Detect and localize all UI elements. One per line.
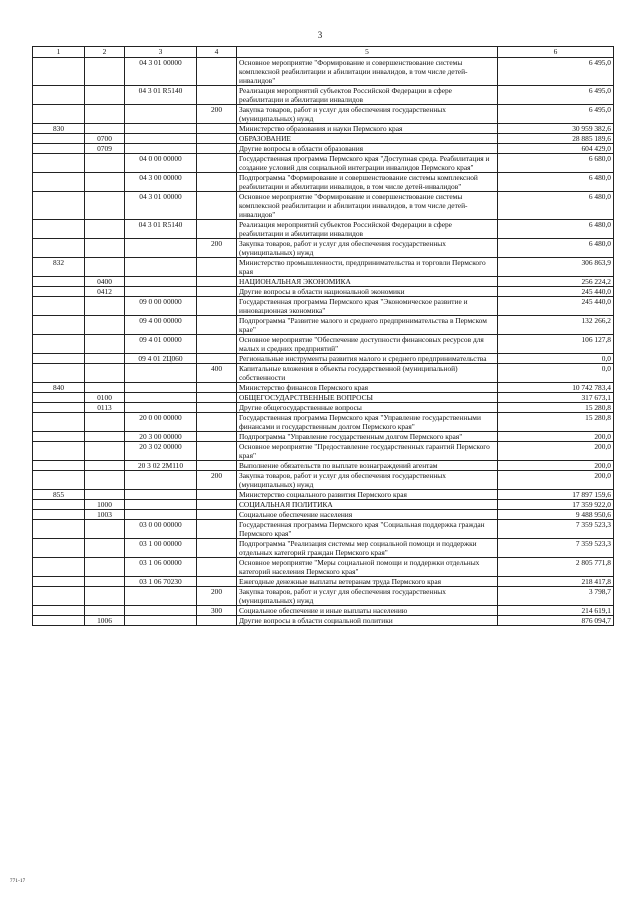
table-row [33, 58, 614, 86]
target-article-cell [125, 587, 197, 606]
table-row [33, 220, 614, 239]
section-code-cell [85, 58, 125, 86]
table-row [33, 510, 614, 520]
section-code-cell: 0412 [85, 287, 125, 297]
ministry-code-cell [33, 239, 85, 258]
expense-type-cell: 200 [197, 105, 237, 124]
ministry-code-cell [33, 520, 85, 539]
amount-cell: 28 885 189,6 [498, 134, 614, 144]
amount-cell: 218 417,8 [498, 577, 614, 587]
table-row [33, 616, 614, 626]
description-cell: Подпрограмма "Формирование и совершенствование системы комплексной реабилитации и абилитации инвалидов, в том числе детей-инвалидов" [237, 173, 498, 192]
target-article-cell: 03 1 06 00000 [125, 558, 197, 577]
ministry-code-cell [33, 192, 85, 220]
expense-type-cell [197, 510, 237, 520]
column-header: 2 [85, 47, 125, 58]
amount-cell: 17 359 922,0 [498, 500, 614, 510]
expense-type-cell [197, 442, 237, 461]
ministry-code-cell [33, 277, 85, 287]
section-code-cell [85, 539, 125, 558]
table-row [33, 86, 614, 105]
ministry-code-cell [33, 403, 85, 413]
ministry-code-cell [33, 606, 85, 616]
target-article-cell: 04 3 01 00000 [125, 58, 197, 86]
amount-cell: 30 959 382,6 [498, 124, 614, 134]
section-code-cell: 1003 [85, 510, 125, 520]
section-code-cell: 0700 [85, 134, 125, 144]
amount-cell: 6 480,0 [498, 173, 614, 192]
description-cell: Социальное обеспечение населения [237, 510, 498, 520]
table-header-row [33, 47, 614, 58]
ministry-code-cell [33, 287, 85, 297]
description-cell: Закупка товаров, работ и услуг для обеспечения государственных (муниципальных) нужд [237, 105, 498, 124]
target-article-cell [125, 144, 197, 154]
table-row [33, 277, 614, 287]
table-row [33, 335, 614, 354]
amount-cell: 15 280,8 [498, 413, 614, 432]
section-code-cell: 0400 [85, 277, 125, 287]
expense-type-cell [197, 297, 237, 316]
table-row [33, 316, 614, 335]
section-code-cell [85, 239, 125, 258]
amount-cell: 9 488 950,6 [498, 510, 614, 520]
ministry-code-cell [33, 364, 85, 383]
expense-type-cell [197, 490, 237, 500]
description-cell: Реализация мероприятий субъектов Российской Федерации в сфере реабилитации и абилитации инвалидов [237, 86, 498, 105]
expense-type-cell [197, 192, 237, 220]
ministry-code-cell [33, 297, 85, 316]
section-code-cell: 1000 [85, 500, 125, 510]
target-article-cell [125, 616, 197, 626]
budget-table [32, 46, 614, 626]
expense-type-cell: 200 [197, 587, 237, 606]
expense-type-cell [197, 134, 237, 144]
target-article-cell [125, 287, 197, 297]
description-cell: Закупка товаров, работ и услуг для обеспечения государственных (муниципальных) нужд [237, 239, 498, 258]
ministry-code-cell [33, 461, 85, 471]
column-header: 1 [33, 47, 85, 58]
section-code-cell [85, 520, 125, 539]
amount-cell: 200,0 [498, 432, 614, 442]
ministry-code-cell [33, 58, 85, 86]
section-code-cell [85, 471, 125, 490]
description-cell: Основное мероприятие "Предоставление государственных гарантий Пермского края" [237, 442, 498, 461]
target-article-cell [125, 364, 197, 383]
table-row [33, 144, 614, 154]
section-code-cell [85, 258, 125, 277]
section-code-cell [85, 587, 125, 606]
target-article-cell [125, 277, 197, 287]
target-article-cell [125, 239, 197, 258]
target-article-cell [125, 510, 197, 520]
target-article-cell: 20 0 00 00000 [125, 413, 197, 432]
target-article-cell [125, 490, 197, 500]
description-cell: Другие вопросы в области национальной экономики [237, 287, 498, 297]
table-row [33, 258, 614, 277]
column-header: 4 [197, 47, 237, 58]
amount-cell: 7 359 523,3 [498, 520, 614, 539]
section-code-cell [85, 173, 125, 192]
expense-type-cell [197, 58, 237, 86]
ministry-code-cell [33, 558, 85, 577]
amount-cell: 256 224,2 [498, 277, 614, 287]
amount-cell: 6 495,0 [498, 58, 614, 86]
target-article-cell: 04 3 01 R5140 [125, 220, 197, 239]
amount-cell: 6 495,0 [498, 86, 614, 105]
section-code-cell [85, 335, 125, 354]
description-cell: Другие вопросы в области образования [237, 144, 498, 154]
expense-type-cell [197, 461, 237, 471]
expense-type-cell: 400 [197, 364, 237, 383]
description-cell: Государственная программа Пермского края "Доступная среда. Реабилитация и создание условий для социальной интеграции инвалидов Пермского края" [237, 154, 498, 173]
section-code-cell [85, 297, 125, 316]
ministry-code-cell [33, 134, 85, 144]
amount-cell: 0,0 [498, 364, 614, 383]
description-cell: Государственная программа Пермского края "Управление государственными финансами и государственным долгом Пермского края" [237, 413, 498, 432]
description-cell: Министерство социального развития Пермского края [237, 490, 498, 500]
section-code-cell [85, 124, 125, 134]
amount-cell: 15 280,8 [498, 403, 614, 413]
expense-type-cell [197, 154, 237, 173]
amount-cell: 10 742 783,4 [498, 383, 614, 393]
ministry-code-cell [33, 354, 85, 364]
amount-cell: 306 863,9 [498, 258, 614, 277]
description-cell: Закупка товаров, работ и услуг для обеспечения государственных (муниципальных) нужд [237, 471, 498, 490]
target-article-cell [125, 403, 197, 413]
column-header: 5 [237, 47, 498, 58]
amount-cell: 200,0 [498, 471, 614, 490]
expense-type-cell: 200 [197, 239, 237, 258]
expense-type-cell [197, 335, 237, 354]
expense-type-cell [197, 393, 237, 403]
expense-type-cell [197, 173, 237, 192]
target-article-cell: 09 4 01 2Ц060 [125, 354, 197, 364]
expense-type-cell [197, 403, 237, 413]
ministry-code-cell [33, 144, 85, 154]
section-code-cell: 0709 [85, 144, 125, 154]
table-row [33, 606, 614, 616]
table-row [33, 442, 614, 461]
amount-cell: 6 495,0 [498, 105, 614, 124]
section-code-cell [85, 220, 125, 239]
section-code-cell [85, 154, 125, 173]
expense-type-cell [197, 500, 237, 510]
amount-cell: 214 619,1 [498, 606, 614, 616]
table-row [33, 124, 614, 134]
amount-cell: 200,0 [498, 461, 614, 471]
table-row [33, 287, 614, 297]
section-code-cell [85, 558, 125, 577]
amount-cell: 6 480,0 [498, 220, 614, 239]
amount-cell: 200,0 [498, 442, 614, 461]
table-row [33, 192, 614, 220]
table-row [33, 105, 614, 124]
target-article-cell: 20 3 02 00000 [125, 442, 197, 461]
target-article-cell [125, 471, 197, 490]
amount-cell: 876 094,7 [498, 616, 614, 626]
target-article-cell: 09 4 01 00000 [125, 335, 197, 354]
target-article-cell: 20 3 02 2М110 [125, 461, 197, 471]
amount-cell: 3 798,7 [498, 587, 614, 606]
ministry-code-cell [33, 413, 85, 432]
description-cell: ОБРАЗОВАНИЕ [237, 134, 498, 144]
description-cell: Министерство промышленности, предпринимательства и торговли Пермского края [237, 258, 498, 277]
target-article-cell: 03 1 06 70230 [125, 577, 197, 587]
target-article-cell: 03 1 00 00000 [125, 539, 197, 558]
section-code-cell [85, 432, 125, 442]
description-cell: Закупка товаров, работ и услуг для обеспечения государственных (муниципальных) нужд [237, 587, 498, 606]
description-cell: Реализация мероприятий субъектов Российской Федерации в сфере реабилитации и абилитации инвалидов [237, 220, 498, 239]
target-article-cell: 20 3 00 00000 [125, 432, 197, 442]
section-code-cell [85, 442, 125, 461]
table-row [33, 520, 614, 539]
ministry-code-cell [33, 86, 85, 105]
amount-cell: 6 480,0 [498, 239, 614, 258]
target-article-cell [125, 105, 197, 124]
expense-type-cell: 200 [197, 471, 237, 490]
table-row [33, 558, 614, 577]
ministry-code-cell [33, 173, 85, 192]
ministry-code-cell [33, 539, 85, 558]
expense-type-cell [197, 316, 237, 335]
expense-type-cell [197, 287, 237, 297]
target-article-cell: 09 4 00 00000 [125, 316, 197, 335]
target-article-cell: 09 0 00 00000 [125, 297, 197, 316]
expense-type-cell [197, 616, 237, 626]
target-article-cell [125, 124, 197, 134]
expense-type-cell [197, 520, 237, 539]
amount-cell: 604 429,0 [498, 144, 614, 154]
table-row [33, 403, 614, 413]
table-row [33, 500, 614, 510]
table-row [33, 154, 614, 173]
section-code-cell: 0113 [85, 403, 125, 413]
description-cell: НАЦИОНАЛЬНАЯ ЭКОНОМИКА [237, 277, 498, 287]
expense-type-cell [197, 86, 237, 105]
ministry-code-cell: 855 [33, 490, 85, 500]
amount-cell: 132 266,2 [498, 316, 614, 335]
footer-code: 771-17 [10, 879, 26, 884]
ministry-code-cell: 840 [33, 383, 85, 393]
ministry-code-cell [33, 510, 85, 520]
description-cell: Государственная программа Пермского края "Социальная поддержка граждан Пермского края" [237, 520, 498, 539]
amount-cell: 7 359 523,3 [498, 539, 614, 558]
ministry-code-cell [33, 105, 85, 124]
target-article-cell: 04 3 00 00000 [125, 173, 197, 192]
amount-cell: 0,0 [498, 354, 614, 364]
ministry-code-cell [33, 577, 85, 587]
table-row [33, 461, 614, 471]
description-cell: Социальное обеспечение и иные выплаты населению [237, 606, 498, 616]
section-code-cell [85, 316, 125, 335]
expense-type-cell [197, 413, 237, 432]
page-number: 3 [317, 30, 323, 40]
section-code-cell: 0100 [85, 393, 125, 403]
expense-type-cell [197, 432, 237, 442]
ministry-code-cell [33, 316, 85, 335]
description-cell: Другие вопросы в области социальной политики [237, 616, 498, 626]
amount-cell: 6 680,0 [498, 154, 614, 173]
section-code-cell [85, 461, 125, 471]
table-row [33, 364, 614, 383]
amount-cell: 2 805 771,8 [498, 558, 614, 577]
ministry-code-cell [33, 335, 85, 354]
amount-cell: 317 673,1 [498, 393, 614, 403]
ministry-code-cell: 830 [33, 124, 85, 134]
section-code-cell [85, 413, 125, 432]
table-row [33, 413, 614, 432]
ministry-code-cell: 832 [33, 258, 85, 277]
description-cell: Региональные инструменты развития малого и среднего предпринимательства [237, 354, 498, 364]
target-article-cell [125, 606, 197, 616]
table-row [33, 393, 614, 403]
description-cell: Основное мероприятие "Формирование и совершенствование системы комплексной реабилитации и абилитации инвалидов, в том числе детей-инвалидов" [237, 58, 498, 86]
ministry-code-cell [33, 154, 85, 173]
ministry-code-cell [33, 432, 85, 442]
description-cell: Подпрограмма "Развитие малого и среднего предпринимательства в Пермском крае" [237, 316, 498, 335]
expense-type-cell [197, 558, 237, 577]
table-row [33, 577, 614, 587]
section-code-cell [85, 192, 125, 220]
description-cell: Подпрограмма "Управление государственным долгом Пермского края" [237, 432, 498, 442]
target-article-cell [125, 383, 197, 393]
description-cell: СОЦИАЛЬНАЯ ПОЛИТИКА [237, 500, 498, 510]
expense-type-cell [197, 383, 237, 393]
target-article-cell: 04 3 01 00000 [125, 192, 197, 220]
table-row [33, 383, 614, 393]
amount-cell: 245 440,0 [498, 297, 614, 316]
description-cell: Государственная программа Пермского края "Экономическое развитие и инновационная экономика" [237, 297, 498, 316]
column-header: 6 [498, 47, 614, 58]
ministry-code-cell [33, 393, 85, 403]
description-cell: Капитальные вложения в объекты государственной (муниципальной) собственности [237, 364, 498, 383]
ministry-code-cell [33, 471, 85, 490]
table-row [33, 134, 614, 144]
table-row [33, 432, 614, 442]
table-row [33, 297, 614, 316]
expense-type-cell [197, 354, 237, 364]
description-cell: Основное мероприятие "Формирование и совершенствование системы комплексной реабилитации и абилитации инвалидов, в том числе детей-инвалидов" [237, 192, 498, 220]
target-article-cell [125, 500, 197, 510]
section-code-cell [85, 606, 125, 616]
description-cell: Выполнение обязательств по выплате вознаграждений агентам [237, 461, 498, 471]
expense-type-cell [197, 220, 237, 239]
amount-cell: 106 127,8 [498, 335, 614, 354]
description-cell: Основное мероприятие "Меры социальной помощи и поддержки отдельных категорий населения Пермского края" [237, 558, 498, 577]
section-code-cell [85, 577, 125, 587]
ministry-code-cell [33, 442, 85, 461]
expense-type-cell [197, 539, 237, 558]
amount-cell: 245 440,0 [498, 287, 614, 297]
expense-type-cell [197, 124, 237, 134]
table-row [33, 354, 614, 364]
expense-type-cell [197, 144, 237, 154]
table-row [33, 173, 614, 192]
table-row [33, 539, 614, 558]
section-code-cell [85, 364, 125, 383]
expense-type-cell: 300 [197, 606, 237, 616]
description-cell: Подпрограмма "Реализация системы мер социальной помощи и поддержки отдельных категорий граждан Пермского края" [237, 539, 498, 558]
description-cell: Министерство образования и науки Пермского края [237, 124, 498, 134]
amount-cell: 17 897 159,6 [498, 490, 614, 500]
section-code-cell [85, 354, 125, 364]
description-cell: Основное мероприятие "Обеспечение доступности финансовых ресурсов для малых и средних предприятий" [237, 335, 498, 354]
table-row [33, 587, 614, 606]
section-code-cell [85, 105, 125, 124]
table-row [33, 490, 614, 500]
target-article-cell: 04 3 01 R5140 [125, 86, 197, 105]
table-row [33, 471, 614, 490]
section-code-cell: 1006 [85, 616, 125, 626]
section-code-cell [85, 490, 125, 500]
target-article-cell: 03 0 00 00000 [125, 520, 197, 539]
description-cell: ОБЩЕГОСУДАРСТВЕННЫЕ ВОПРОСЫ [237, 393, 498, 403]
ministry-code-cell [33, 616, 85, 626]
expense-type-cell [197, 577, 237, 587]
section-code-cell [85, 383, 125, 393]
target-article-cell: 04 0 00 00000 [125, 154, 197, 173]
expense-type-cell [197, 277, 237, 287]
ministry-code-cell [33, 500, 85, 510]
ministry-code-cell [33, 220, 85, 239]
ministry-code-cell [33, 587, 85, 606]
description-cell: Другие общегосударственные вопросы [237, 403, 498, 413]
column-header: 3 [125, 47, 197, 58]
description-cell: Министерство финансов Пермского края [237, 383, 498, 393]
description-cell: Ежегодные денежные выплаты ветеранам труда Пермского края [237, 577, 498, 587]
section-code-cell [85, 86, 125, 105]
target-article-cell [125, 258, 197, 277]
amount-cell: 6 480,0 [498, 192, 614, 220]
target-article-cell [125, 134, 197, 144]
target-article-cell [125, 393, 197, 403]
expense-type-cell [197, 258, 237, 277]
table-row [33, 239, 614, 258]
